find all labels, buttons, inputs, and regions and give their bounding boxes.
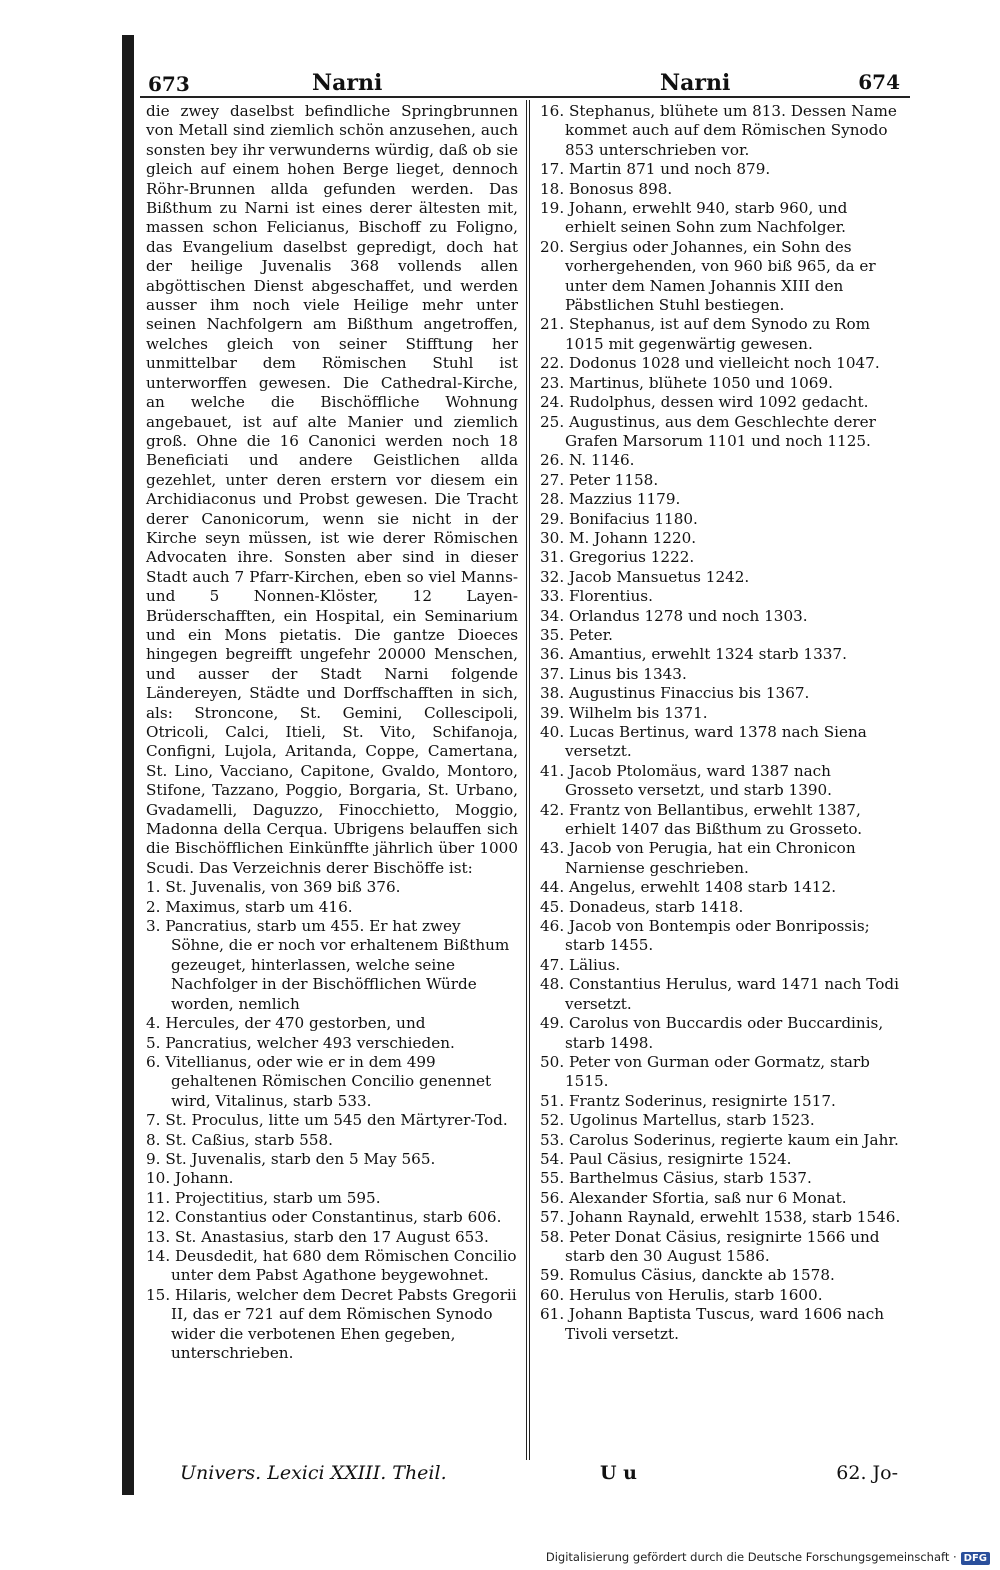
binding-edge [122, 35, 134, 1495]
bishop-entry: 49. Carolus von Buccardis oder Buccardinis, starb 1498. [540, 1014, 884, 1052]
bishop-entry: 58. Peter Donat Cäsius, resignirte 1566 und starb den 30 August 1586. [540, 1227, 880, 1265]
bishop-entry: 53. Carolus Soderinus, regierte kaum ein Jahr. [540, 1130, 899, 1149]
bishop-entry: 54. Paul Cäsius, resignirte 1524. [540, 1149, 792, 1168]
bishop-entry: 7. St. Proculus, litte um 545 den Märtyrer-Tod. [146, 1111, 508, 1130]
bishop-entry: 47. Lälius. [540, 955, 621, 974]
bishop-entry: 44. Angelus, erwehlt 1408 starb 1412. [540, 878, 837, 897]
bishop-entry: 40. Lucas Bertinus, ward 1378 nach Siena versetzt. [540, 723, 867, 761]
bishop-entry: 28. Mazzius 1179. [540, 490, 681, 509]
page-number-right: 674 [858, 70, 900, 94]
bishop-entry: 33. Florentius. [540, 587, 653, 606]
bishop-entry: 10. Johann. [146, 1169, 234, 1188]
bishop-entry: 22. Dodonus 1028 und vielleicht noch 1047. [540, 354, 880, 373]
catchword: 62. Jo- [836, 1462, 898, 1484]
bishop-entry: 59. Romulus Cäsius, danckte ab 1578. [540, 1266, 835, 1285]
bishop-entry: 1. St. Juvenalis, von 369 biß 376. [146, 878, 401, 897]
bishop-entry: 48. Constantius Herulus, ward 1471 nach Todi versetzt. [540, 975, 899, 1013]
bishop-entry: 41. Jacob Ptolomäus, ward 1387 nach Grosseto versetzt, und starb 1390. [540, 761, 833, 800]
bishop-entry: 39. Wilhelm bis 1371. [540, 703, 708, 722]
bishop-entry: 31. Gregorius 1222. [540, 548, 695, 567]
bishop-entry: 16. Stephanus, blühete um 813. Dessen Name kommet auch auf dem Römischen Synodo 853 unterschrieben vor. [540, 102, 897, 159]
bishop-entry: 34. Orlandus 1278 und noch 1303. [540, 606, 808, 625]
bishop-entry: 18. Bonosus 898. [540, 179, 673, 198]
bishop-entry: 12. Constantius oder Constantinus, starb 606. [146, 1208, 502, 1227]
bishop-entry: 5. Pancratius, welcher 493 verschieden. [146, 1033, 455, 1052]
bishop-entry: 25. Augustinus, aus dem Geschlechte derer Grafen Marsorum 1101 und noch 1125. [540, 412, 876, 450]
header-rule [140, 96, 910, 98]
bishop-entry: 3. Pancratius, starb um 455. Er hat zwey Söhne, die er noch vor erhaltenem Bißthum gezeuget, hinterlassen, welche seine Nachfolger in der Bischöfflichen Würde worden, nemlich [146, 917, 510, 1013]
signature-line: Univers. Lexici XXIII. Theil. [180, 1462, 447, 1484]
bishop-entry: 30. M. Johann 1220. [540, 528, 697, 547]
bishop-entry: 36. Amantius, erwehlt 1324 starb 1337. [540, 645, 847, 664]
bishop-entry: 51. Frantz Soderinus, resignirte 1517. [540, 1091, 836, 1110]
bishop-entry: 27. Peter 1158. [540, 470, 659, 489]
bishop-entry: 17. Martin 871 und noch 879. [540, 160, 771, 179]
bishop-entry: 26. N. 1146. [540, 451, 635, 470]
bishop-entry: 35. Peter. [540, 625, 614, 644]
bishop-entry: 23. Martinus, blühete 1050 und 1069. [540, 373, 833, 392]
digitization-credit [546, 1550, 990, 1565]
bishop-entry: 15. Hilaris, welcher dem Decret Pabsts Gregorii II, das er 721 auf dem Römischen Synodo wider die verbotenen Ehen gegeben, unterschrieben. [146, 1285, 517, 1362]
bishop-entry: 45. Donadeus, starb 1418. [540, 897, 744, 916]
bishop-entry: 2. Maximus, starb um 416. [146, 897, 353, 916]
bishop-entry: 4. Hercules, der 470 gestorben, und [146, 1014, 426, 1033]
bishop-entry: 56. Alexander Sfortia, saß nur 6 Monat. [540, 1188, 847, 1207]
bishop-entry: 52. Ugolinus Martellus, starb 1523. [540, 1111, 815, 1130]
running-head-left: Narni [312, 70, 383, 96]
bishop-entry: 20. Sergius oder Johannes, ein Sohn des vorhergehenden, von 960 biß 965, da er unter dem Namen Johannis XIII den Päbstlichen Stuhl bestiegen. [540, 237, 876, 315]
left-column [146, 102, 518, 1363]
bishop-entry: 21. Stephanus, ist auf dem Synodo zu Rom 1015 mit gegenwärtig gewesen. [540, 315, 871, 353]
body-paragraph: die zwey daselbst befindliche Springbrunnen von Metall sind ziemlich schön anzusehen, auch sonsten bey ihr verwunderns würdig, daß ob sie gleich auf einem hohen Berge lieget, dennoch Röhr-Brunnen allda gefunden werden. Das Bißthum zu Narni ist eines derer ältesten mit, massen schon Felicianus, Bischoff zu Foligno, das Evangelium daselbst gepredigt, doch hat der heilige Juvenalis 368 vollends allen abgöttischen Dienst abgeschaffet, und werden ausser ihm noch viele Heilige mehr unter seinen Nachfolgern am Bißthum angetroffen, welches gleich von seiner Stifftung her unmittelbar dem Römischen Stuhl ist unterworffen gewesen. Die Cathedral-Kirche, an welche die Bischöffliche Wohnung angebauet, ist auf alte Manier und ziemlich groß. Ohne die 16 Canonici werden noch 18 Beneficiati und andere Geistlichen allda gezehlet, unter deren erstern vor diesem ein Archidiaconus und Probst gewesen. Die Tracht derer Canonicorum, wenn sie nicht in der Kirche seyn müssen, ist wie derer Römischen Advocaten ihre. Sonsten aber sind in dieser Stadt auch 7 Pfarr-Kirchen, eben so viel Manns- und 5 Nonnen-Klöster, 12 Layen-Brüderschafften, ein Hospital, ein Seminarium und ein Mons pietatis. Die gantze Dioeces hingegen begreifft ungefehr 20000 Menschen, und ausser der Stadt Narni folgende Ländereyen, Städte und Dorffschafften in sich, als: Stroncone, St. Gemini, Collescipoli, Otricoli, Calci, Itieli, St. Vito, Schifanoja, Configni, Lujola, Aritanda, Coppe, Camertana, St. Lino, Vacciano, Capitone, Gvaldo, Montoro, Stifone, Tazzano, Poggio, Borgaria, St. Urbano, Gvadamelli, Daguzzo, Finocchietto, Moggio, Madonna della Cerqua. Ubrigens belauffen sich die Bischöfflichen Einkünffte jährlich über 1000 Scudi. Das Verzeichnis derer Bischöffe ist: [146, 102, 518, 877]
bishop-entry: 38. Augustinus Finaccius bis 1367. [540, 684, 810, 703]
bishop-entry: 50. Peter von Gurman oder Gormatz, starb 1515. [540, 1052, 870, 1091]
bishop-entry: 37. Linus bis 1343. [540, 664, 687, 683]
bishop-entry: 55. Barthelmus Cäsius, starb 1537. [540, 1169, 812, 1188]
bishop-entry: 6. Vitellianus, oder wie er in dem 499 gehaltenen Römischen Concilio genennet wird, Vitalinus, starb 533. [146, 1052, 492, 1110]
bishop-entry: 57. Johann Raynald, erwehlt 1538, starb 1546. [540, 1208, 901, 1227]
credit-text: Digitalisierung gefördert durch die Deutsche Forschungsgemeinschaft · [545, 1550, 957, 1564]
dfg-logo: DFG [961, 1552, 990, 1565]
bishop-entry: 19. Johann, erwehlt 940, starb 960, und erhielt seinen Sohn zum Nachfolger. [540, 199, 848, 237]
bishop-entry: 29. Bonifacius 1180. [540, 509, 698, 528]
bishop-entry: 8. St. Caßius, starb 558. [146, 1130, 333, 1149]
page-footer [140, 1460, 910, 1490]
bishop-entry: 11. Projectitius, starb um 595. [146, 1188, 381, 1207]
bishop-entry: 32. Jacob Mansuetus 1242. [540, 567, 750, 586]
signature-mark: U u [600, 1462, 637, 1484]
bishop-entry: 43. Jacob von Perugia, hat ein Chronicon Narniense geschrieben. [540, 839, 856, 877]
bishop-entry: 61. Johann Baptista Tuscus, ward 1606 nach Tivoli versetzt. [540, 1305, 885, 1343]
bishop-entry: 42. Frantz von Bellantibus, erwehlt 1387, erhielt 1407 das Bißthum zu Grosseto. [540, 800, 863, 839]
bishop-entry: 14. Deusdedit, hat 680 dem Römischen Concilio unter dem Pabst Agathone beygewohnet. [146, 1246, 517, 1285]
bishop-entry: 60. Herulus von Herulis, starb 1600. [540, 1285, 823, 1304]
column-divider [526, 100, 530, 1460]
right-column [540, 102, 902, 1344]
bishop-entry: 9. St. Juvenalis, starb den 5 May 565. [146, 1149, 436, 1168]
page-number-left: 673 [148, 72, 190, 96]
bishop-entry: 46. Jacob von Bontempis oder Bonripossis; starb 1455. [540, 917, 870, 955]
running-head-right: Narni [660, 70, 731, 96]
bishop-entry: 13. St. Anastasius, starb den 17 August 653. [146, 1227, 489, 1246]
bishop-entry: 24. Rudolphus, dessen wird 1092 gedacht. [540, 393, 869, 412]
